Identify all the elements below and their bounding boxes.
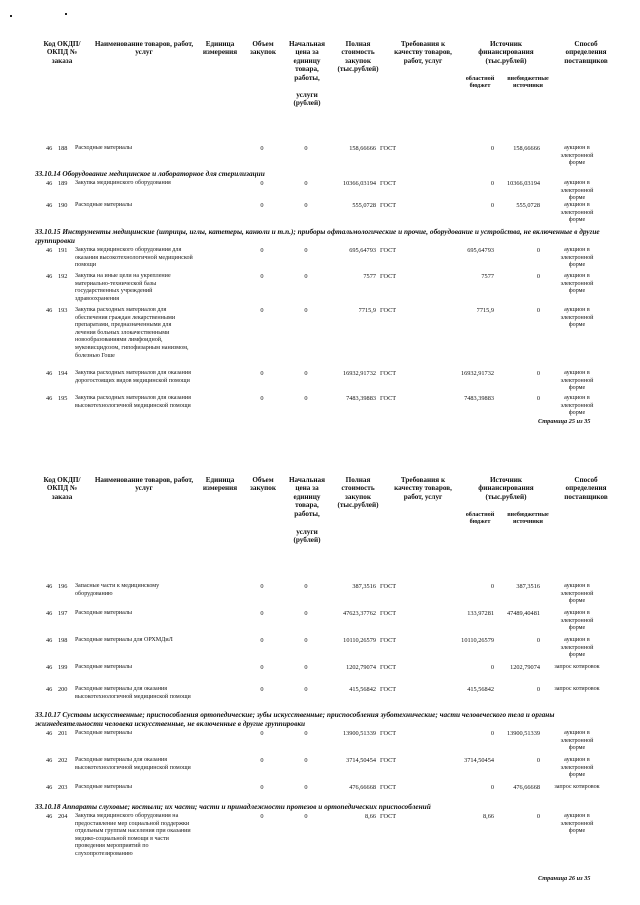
cell-vol: 0 [260,664,264,671]
header-funding-regional: областной бюджет [465,511,495,525]
cell-price: 0 [304,307,308,314]
header-total: Полная стоимость закупок (тыс.рублей) [337,476,379,510]
cell-req: ГОСТ [380,730,397,737]
cell-code: 46 [46,784,53,791]
header-requirements: Требования к качеству товаров, работ, услуг [394,476,452,501]
cell-name: Закупка расходных материалов для оказания высокотехнологичной медицинской помощи [75,395,191,409]
cell-reg: 3714,50454 [464,757,494,764]
cell-num: 192 [58,273,68,280]
cell-price: 0 [304,637,308,644]
cell-method: аукцион в электронной форме [560,273,594,295]
cell-ext: 0 [536,273,540,280]
cell-ext: 476,66668 [513,784,540,791]
header-funding: Источник финансирования (тыс.рублей) [478,476,534,501]
cell-code: 46 [46,180,53,187]
cell-name: Закупка медицинского оборудования для оказания высокотехнологичной медицинской помощи [75,247,193,269]
section-code: 33.10.15 [35,227,61,236]
cell-req: ГОСТ [380,583,397,590]
header-initial-price-tail: услуги (рублей) [293,91,321,108]
header-funding-regional: областной бюджет [465,75,495,89]
cell-method: аукцион в электронной форме [560,637,594,659]
cell-name: Закупка медицинского оборудования [75,180,171,186]
cell-total: 16932,91732 [342,370,376,377]
cell-vol: 0 [260,145,264,152]
cell-total: 555,0728 [352,202,376,209]
cell-price: 0 [304,370,308,377]
cell-reg: 695,64793 [467,247,494,254]
cell-vol: 0 [260,273,264,280]
cell-req: ГОСТ [380,180,397,187]
cell-method: запрос котировок [554,784,600,790]
cell-num: 198 [58,637,68,644]
cell-num: 188 [58,145,68,152]
cell-vol: 0 [260,370,264,377]
cell-price: 0 [304,202,308,209]
cell-code: 46 [46,583,53,590]
cell-num: 189 [58,180,68,187]
cell-vol: 0 [260,686,264,693]
cell-code: 46 [46,757,53,764]
cell-req: ГОСТ [380,784,397,791]
cell-name: Расходные материалы для ОРХМДиЛ [75,637,173,643]
cell-vol: 0 [260,180,264,187]
cell-method: аукцион в электронной форме [560,202,594,224]
header-total: Полная стоимость закупок (тыс.рублей) [337,40,379,74]
cell-code: 46 [46,730,53,737]
cell-reg: 415,56842 [467,686,494,693]
cell-price: 0 [304,395,308,402]
cell-ext: 0 [536,307,540,314]
cell-name: Расходные материалы для оказания высокотехнологичной медицинской помощи [75,757,191,771]
header-code: Код ОКДП/ ОКПД № заказа [43,476,81,501]
cell-total: 7577 [363,273,376,280]
cell-code: 46 [46,145,53,152]
section-title: Аппараты слуховые; костыли; их части; части и принадлежности протезов и ортопедических приспособлений [62,802,431,811]
cell-name: Закупка медицинского оборудования на предоставление мер социальной поддержки отдельным группам населения при оказании медико-социальной помощи в части проведения мероприятий по слухопротезированию [75,813,191,857]
cell-num: 202 [58,757,68,764]
cell-method: аукцион в электронной форме [560,180,594,202]
cell-code: 46 [46,273,53,280]
cell-num: 200 [58,686,68,693]
section-heading [35,228,620,245]
cell-reg: 0 [490,730,494,737]
cell-reg: 0 [490,583,494,590]
section-code: 33.10.18 [35,802,61,811]
cell-num: 190 [58,202,68,209]
cell-price: 0 [304,813,308,820]
cell-reg: 8,66 [482,813,494,820]
header-initial-price: Начальная цена за единицу товара, работы, [288,40,326,82]
header-funding-extra: внебюджетные источники [507,75,549,89]
header-initial-price: Начальная цена за единицу товара, работы, [288,476,326,518]
cell-code: 46 [46,370,53,377]
scan-speck [10,15,12,17]
cell-num: 197 [58,610,68,617]
cell-req: ГОСТ [380,247,397,254]
header-volume: Объем закупок [250,476,276,493]
cell-total: 7483,39883 [346,395,376,402]
cell-vol: 0 [260,610,264,617]
cell-ext: 0 [536,813,540,820]
header-volume: Объем закупок [250,40,276,57]
cell-code: 46 [46,637,53,644]
cell-code: 46 [46,813,53,820]
section-title: Суставы искусственные; приспособления ортопедические; зубы искусственные; приспособления зуботехнические; части человеческого тела и органы жизнедеятельности человека искусственные, не включенные в другие группировки [35,710,555,728]
cell-name: Запасные части к медицинскому оборудованию [75,583,160,597]
cell-price: 0 [304,784,308,791]
section-title: Оборудование медицинское и лабораторное для стерилизации [62,169,265,178]
cell-vol: 0 [260,784,264,791]
scan-speck [65,13,67,15]
header-name: Наименование товаров, работ, услуг [94,476,194,493]
cell-ext: 47489,40481 [506,610,540,617]
cell-name: Закупка расходных материалов для обеспечения граждан лекарственными препаратами, предназначенными для лечения больных злокачественными новообразованиями лимфоидной, муковисцидозом, гипофизарным нанизмом, болезнью Гоше [75,307,189,359]
cell-price: 0 [304,757,308,764]
header-method: Способ определения поставщиков [564,40,608,65]
cell-vol: 0 [260,247,264,254]
cell-reg: 133,97281 [467,610,494,617]
cell-reg: 7483,39883 [464,395,494,402]
cell-ext: 1202,79074 [510,664,540,671]
cell-price: 0 [304,247,308,254]
cell-total: 695,64793 [349,247,376,254]
cell-code: 46 [46,686,53,693]
cell-vol: 0 [260,813,264,820]
cell-req: ГОСТ [380,202,397,209]
cell-method: аукцион в электронной форме [560,583,594,605]
cell-ext: 0 [536,370,540,377]
section-heading [35,803,620,812]
cell-ext: 0 [536,686,540,693]
cell-price: 0 [304,583,308,590]
cell-code: 46 [46,664,53,671]
header-code: Код ОКДП/ ОКПД № заказа [43,40,81,65]
header-funding-extra: внебюджетные источники [507,511,549,525]
cell-req: ГОСТ [380,273,397,280]
section-code: 33.10.17 [35,710,61,719]
cell-ext: 13900,51339 [506,730,540,737]
cell-vol: 0 [260,583,264,590]
cell-total: 10110,26579 [343,637,376,644]
cell-reg: 7577 [481,273,494,280]
cell-vol: 0 [260,202,264,209]
page-number: Страница 26 из 35 [538,875,591,882]
cell-method: запрос котировок [554,664,600,670]
cell-num: 201 [58,730,68,737]
cell-req: ГОСТ [380,145,397,152]
cell-method: аукцион в электронной форме [560,730,594,752]
cell-name: Закупка на иные цели на укрепление материально-технической базы государственных учреждений здравоохранения [75,273,171,302]
cell-total: 47623,37762 [342,610,376,617]
cell-name: Расходные материалы для оказания высокотехнологичной медицинской помощи [75,686,191,700]
cell-code: 46 [46,610,53,617]
cell-vol: 0 [260,307,264,314]
cell-reg: 0 [490,202,494,209]
cell-total: 1202,79074 [346,664,376,671]
cell-vol: 0 [260,730,264,737]
section-heading [35,170,620,179]
cell-reg: 16932,91732 [460,370,494,377]
header-name: Наименование товаров, работ, услуг [94,40,194,57]
cell-code: 46 [46,395,53,402]
header-unit: Единица измерения [202,476,238,493]
cell-name: Расходные материалы [75,784,133,790]
section-heading [35,711,620,728]
cell-name: Расходные материалы [75,730,133,736]
cell-method: аукцион в электронной форме [560,610,594,632]
cell-ext: 555,0728 [516,202,540,209]
cell-total: 387,3516 [352,583,376,590]
cell-code: 46 [46,202,53,209]
cell-name: Расходные материалы [75,145,133,151]
cell-ext: 0 [536,757,540,764]
cell-req: ГОСТ [380,686,397,693]
page-number: Страница 25 из 35 [538,418,591,425]
cell-code: 46 [46,307,53,314]
cell-price: 0 [304,273,308,280]
cell-method: аукцион в электронной форме [560,813,594,835]
cell-name: Закупка расходных материалов для оказания дорогостоящих видов медицинской помощи [75,370,191,384]
cell-req: ГОСТ [380,637,397,644]
cell-ext: 158,66666 [513,145,540,152]
cell-code: 46 [46,247,53,254]
cell-req: ГОСТ [380,370,397,377]
header-requirements: Требования к качеству товаров, работ, услуг [394,40,452,65]
cell-total: 13900,51339 [342,730,376,737]
cell-ext: 0 [536,395,540,402]
cell-reg: 0 [490,784,494,791]
cell-total: 8,66 [364,813,376,820]
cell-num: 191 [58,247,68,254]
cell-reg: 10110,26579 [461,637,494,644]
cell-method: аукцион в электронной форме [560,757,594,779]
section-title: Инструменты медицинские (шприцы, иглы, катетеры, канюли и т.п.); приборы офтальмологические и прочие, оборудование и устройства, не включенные в другие группировки [35,227,600,245]
cell-method: аукцион в электронной форме [560,247,594,269]
section-code: 33.10.14 [35,169,61,178]
cell-price: 0 [304,664,308,671]
cell-price: 0 [304,180,308,187]
cell-price: 0 [304,145,308,152]
cell-req: ГОСТ [380,395,397,402]
cell-req: ГОСТ [380,757,397,764]
cell-price: 0 [304,730,308,737]
header-initial-price-tail: услуги (рублей) [293,528,321,545]
cell-num: 194 [58,370,68,377]
cell-name: Расходные материалы [75,202,133,208]
cell-ext: 10366,03194 [506,180,540,187]
cell-ext: 387,3516 [516,583,540,590]
cell-num: 195 [58,395,68,402]
cell-name: Расходные материалы [75,664,133,670]
cell-method: запрос котировок [554,686,600,692]
cell-num: 203 [58,784,68,791]
cell-vol: 0 [260,395,264,402]
cell-vol: 0 [260,637,264,644]
cell-num: 204 [58,813,68,820]
cell-num: 199 [58,664,68,671]
cell-method: аукцион в электронной форме [560,145,594,167]
cell-req: ГОСТ [380,813,397,820]
cell-num: 196 [58,583,68,590]
cell-reg: 0 [490,145,494,152]
header-method: Способ определения поставщиков [564,476,608,501]
cell-reg: 7715,9 [476,307,494,314]
cell-total: 7715,9 [358,307,376,314]
cell-req: ГОСТ [380,664,397,671]
cell-price: 0 [304,610,308,617]
cell-num: 193 [58,307,68,314]
cell-vol: 0 [260,757,264,764]
cell-name: Расходные материалы [75,610,133,616]
cell-price: 0 [304,686,308,693]
header-funding: Источник финансирования (тыс.рублей) [478,40,534,65]
cell-total: 158,66666 [349,145,376,152]
header-unit: Единица измерения [202,40,238,57]
cell-method: аукцион в электронной форме [560,395,594,417]
cell-method: аукцион в электронной форме [560,370,594,392]
cell-reg: 0 [490,664,494,671]
cell-reg: 0 [490,180,494,187]
cell-req: ГОСТ [380,307,397,314]
cell-ext: 0 [536,637,540,644]
cell-total: 476,66668 [349,784,376,791]
cell-req: ГОСТ [380,610,397,617]
cell-method: аукцион в электронной форме [560,307,594,329]
cell-total: 415,56842 [349,686,376,693]
cell-ext: 0 [536,247,540,254]
cell-total: 3714,50454 [346,757,376,764]
cell-total: 10366,03194 [342,180,376,187]
